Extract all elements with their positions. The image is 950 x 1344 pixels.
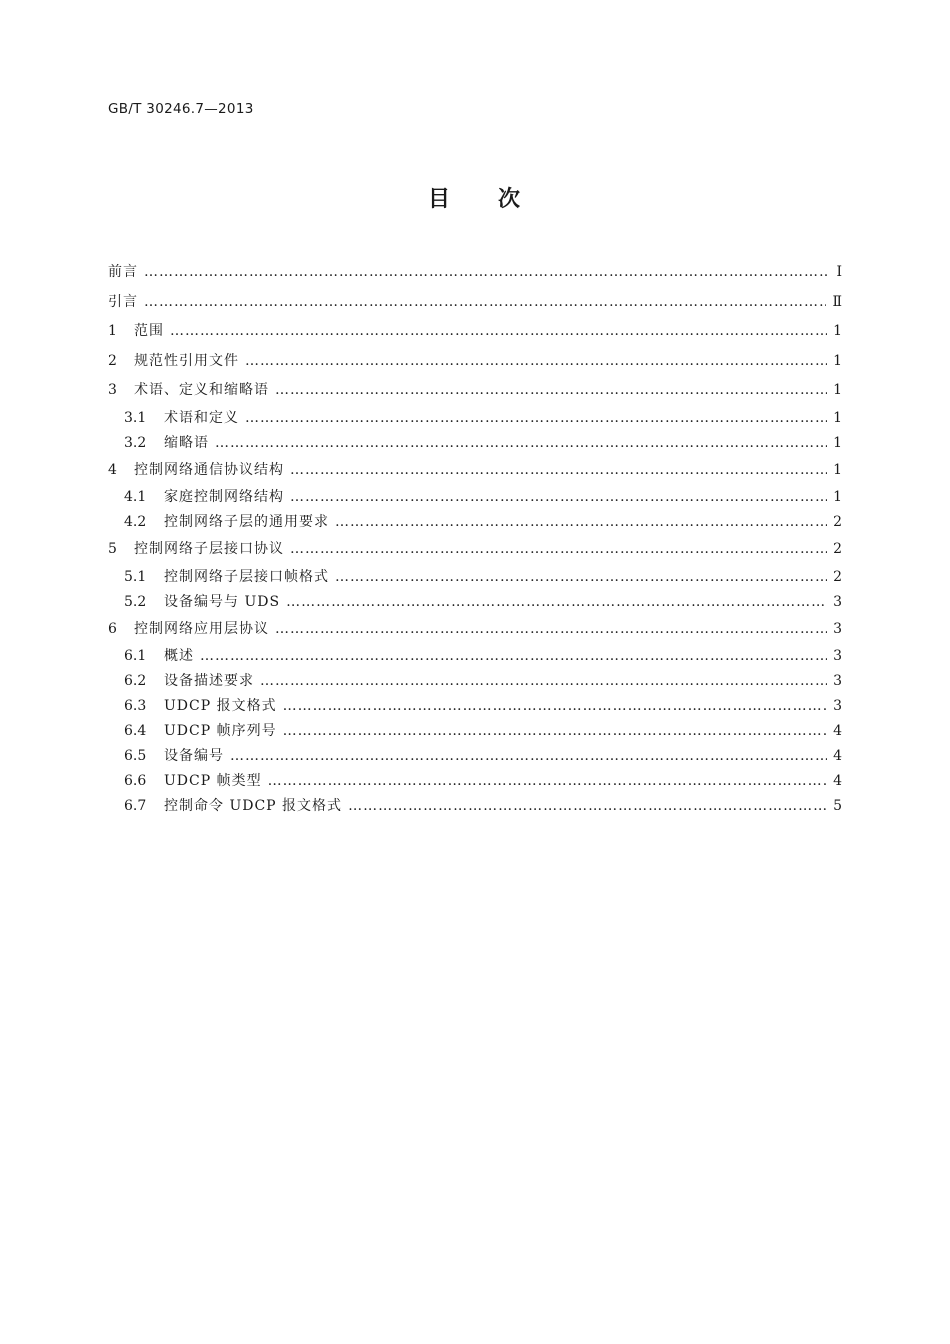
toc-entry-number: 5	[108, 541, 117, 557]
toc-entry-number: 6.5	[124, 748, 147, 764]
toc-entry-label: 范围	[134, 323, 164, 339]
toc-entry-label: 设备编号与 UDS	[164, 593, 281, 610]
toc-entry-page: 1	[833, 382, 842, 398]
toc-entry-page: 4	[833, 773, 842, 789]
toc-entry-number: 6.4	[124, 723, 147, 739]
toc-entry-5-2[interactable]	[108, 590, 842, 615]
toc-entry-number: 4.2	[124, 514, 147, 530]
toc-entry-page: 1	[833, 352, 842, 369]
toc-entry-label: 术语和定义	[164, 409, 239, 426]
toc-entry-page: 1	[833, 489, 842, 505]
toc-entry-number: 2	[108, 352, 117, 369]
toc-entry-page: 2	[833, 568, 842, 585]
toc-entry-number: 6.2	[124, 673, 147, 689]
dot-leader	[144, 288, 826, 318]
toc-entry-label: 控制网络子层接口帧格式	[164, 568, 329, 585]
toc-entry-number: 4.1	[124, 489, 147, 505]
toc-entry-label: 规范性引用文件	[134, 352, 239, 369]
toc-entry-number: 3	[108, 382, 117, 398]
toc-entry-number: 6	[108, 620, 117, 637]
toc-entry-5-1[interactable]	[108, 565, 842, 590]
toc-entry-page: 3	[833, 648, 842, 664]
toc-entry-number: 3.1	[124, 409, 147, 426]
toc-entry-label: 缩略语	[164, 434, 209, 451]
toc-entry-label: 设备编号	[164, 748, 224, 764]
toc-entry-6[interactable]	[108, 615, 842, 645]
dot-leader	[286, 590, 827, 615]
dot-leader	[283, 694, 827, 719]
toc-entry-6-3[interactable]	[108, 694, 842, 719]
dot-leader	[144, 258, 828, 288]
toc-entry-number: 6.1	[124, 648, 147, 664]
toc-entry-number: 5.2	[124, 593, 147, 610]
toc-entry-3[interactable]	[108, 376, 842, 406]
toc-entry-number: 3.2	[124, 434, 147, 451]
toc-entry-4[interactable]	[108, 456, 842, 486]
dot-leader	[290, 456, 827, 486]
toc-entry-2[interactable]	[108, 347, 842, 377]
toc-entry-label: 控制网络通信协议结构	[134, 461, 284, 478]
toc-title-part2: 次	[498, 187, 523, 212]
toc-entry-number: 6.7	[124, 798, 147, 814]
dot-leader	[245, 406, 827, 431]
toc-entry-page: 3	[833, 698, 842, 714]
toc-entry-page: 5	[833, 798, 842, 814]
toc-entry-number: 6.3	[124, 698, 147, 714]
toc-entry-4-2[interactable]	[108, 510, 842, 535]
toc-entry-label: 引言	[108, 293, 138, 310]
toc-entry-label: 前言	[108, 264, 138, 280]
toc-entry-label: 设备描述要求	[164, 673, 254, 689]
toc-entry-page: 1	[833, 409, 842, 426]
toc-entry-page: 2	[833, 541, 842, 557]
toc-entry-6-4[interactable]	[108, 719, 842, 744]
dot-leader	[348, 794, 827, 819]
dot-leader	[170, 317, 827, 347]
toc-entry-number: 5.1	[124, 568, 147, 585]
toc-entry-3-1[interactable]	[108, 406, 842, 431]
toc-entry-page: 3	[833, 593, 842, 610]
dot-leader	[200, 644, 827, 669]
toc-entry-page: 1	[833, 323, 842, 339]
toc-entry-5[interactable]	[108, 535, 842, 565]
toc-title-part1: 目	[427, 187, 452, 212]
dot-leader	[275, 376, 827, 406]
toc-entry-label: UDCP 帧序列号	[164, 723, 277, 739]
toc-entry-page: 1	[833, 461, 842, 478]
toc-entry-number: 6.6	[124, 773, 147, 789]
toc-entry-page: 4	[833, 723, 842, 739]
toc-entry-label: 术语、定义和缩略语	[134, 382, 269, 398]
dot-leader	[275, 615, 827, 645]
toc-entry-6-5[interactable]	[108, 744, 842, 769]
toc-entry-page: 3	[833, 673, 842, 689]
dot-leader	[283, 719, 827, 744]
toc-entry-6-1[interactable]	[108, 644, 842, 669]
dot-leader	[290, 535, 827, 565]
toc-entry-3-2[interactable]	[108, 431, 842, 456]
standard-code: GB/T 30246.7—2013	[108, 101, 254, 117]
toc-entry-label: UDCP 报文格式	[164, 698, 277, 714]
toc-entry-label: 控制网络子层接口协议	[134, 541, 284, 557]
dot-leader	[260, 669, 827, 694]
toc-entry-label: 控制网络应用层协议	[134, 620, 269, 637]
dot-leader	[230, 744, 827, 769]
toc-entry-page: 1	[833, 434, 842, 451]
toc-entry-6-7[interactable]	[108, 794, 842, 819]
toc-entry-page: 4	[833, 748, 842, 764]
dot-leader	[268, 769, 827, 794]
toc-entry-6-2[interactable]	[108, 669, 842, 694]
toc-entry-introduction[interactable]	[108, 288, 842, 318]
dot-leader	[335, 565, 827, 590]
toc-entry-label: 控制命令 UDCP 报文格式	[164, 798, 343, 814]
toc-entry-page: 2	[833, 514, 842, 530]
toc-entry-label: 家庭控制网络结构	[164, 489, 284, 505]
toc-entry-6-6[interactable]	[108, 769, 842, 794]
toc-entry-1[interactable]	[108, 317, 842, 347]
toc-entry-page: 3	[833, 620, 842, 637]
toc-entry-label: 概述	[164, 648, 194, 664]
toc-entry-page: Ⅱ	[832, 293, 842, 310]
toc-entry-number: 4	[108, 461, 117, 478]
toc-entry-number: 1	[108, 323, 117, 339]
toc-entry-label: 控制网络子层的通用要求	[164, 514, 329, 530]
toc-entry-foreword[interactable]	[108, 258, 842, 288]
toc-entry-label: UDCP 帧类型	[164, 773, 262, 789]
toc-list	[108, 258, 842, 819]
dot-leader	[335, 510, 827, 535]
toc-entry-page: Ⅰ	[836, 264, 842, 280]
dot-leader	[290, 485, 827, 510]
dot-leader	[215, 431, 827, 456]
toc-entry-4-1[interactable]	[108, 485, 842, 510]
dot-leader	[245, 347, 827, 377]
toc-title	[0, 182, 950, 213]
